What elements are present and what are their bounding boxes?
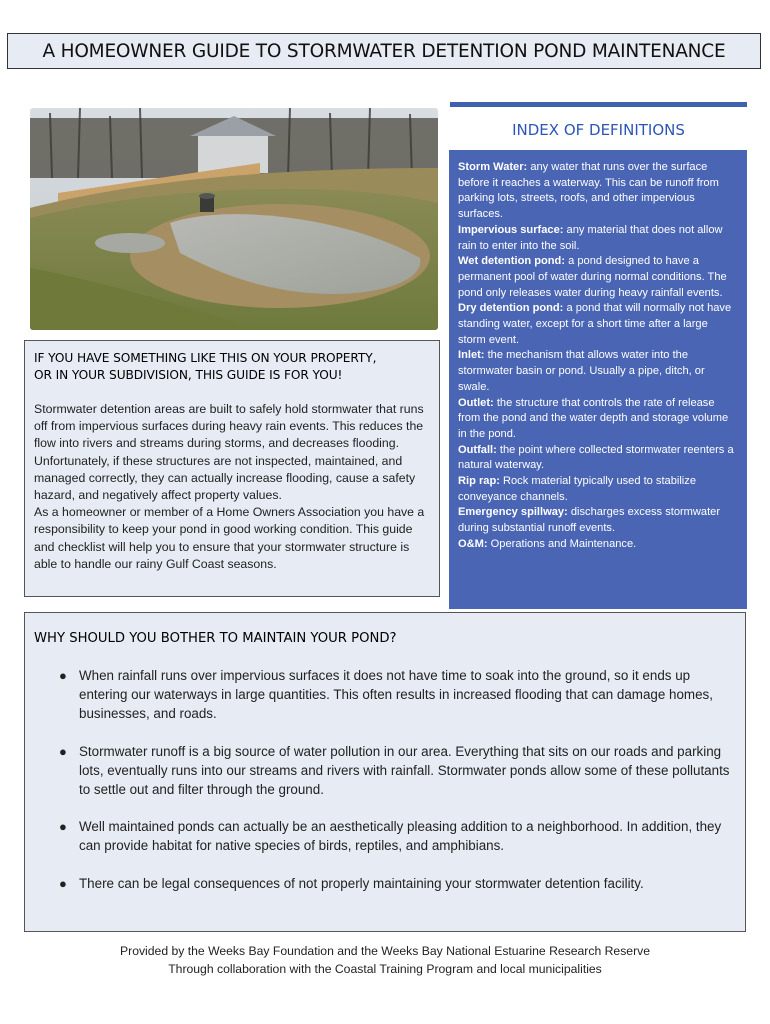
page-title-bar [7,33,761,69]
footer-line-2: Through collaboration with the Coastal Training Program and local municipalities [168,962,602,976]
definitions-top-rule [450,102,747,107]
definitions-box [449,150,747,609]
info-heading [34,350,431,384]
why-heading: WHY SHOULD YOU BOTHER TO MAINTAIN YOUR POND? [34,631,397,646]
page-title: A HOMEOWNER GUIDE TO STORMWATER DETENTION POND MAINTENANCE [42,40,726,62]
definition-item: Rip rap: Rock material typically used to stabilize conveyance channels. [458,475,696,503]
definition-item: Wet detention pond: a pond designed to have a permanent pool of water during normal conditions. The pond only releases water during heavy rainfall events. [458,255,727,299]
definition-item: Dry detention pond: a pond that will normally not have standing water, except for a short time after a large storm event. [458,302,732,346]
definition-item: O&M: Operations and Maintenance. [458,537,637,550]
info-paragraph-2: Unfortunately, if these structures are not inspected, maintained, and managed correctly, they can actually increase flooding, cause a safety hazard, and negatively affect property values. [34,453,416,503]
definition-item: Inlet: the mechanism that allows water into the stormwater basin or pond. Usually a pipe, ditch, or swale. [458,349,705,393]
detention-pond-photo [30,108,438,330]
definition-item: Impervious surface: any material that does not allow rain to enter into the soil. [458,223,723,252]
bullet-icon: ● [59,668,67,683]
definition-item: Outlet: the structure that controls the rate of release from the pond and the water depth and storage volume in the pond. [458,396,729,440]
list-item: ● When rainfall runs over impervious surfaces it does not have time to soak into the ground, so it ends up entering our waterways in large quantities. This often results in increased flooding that can damage homes, businesses, and roads. [59,668,713,722]
bullet-icon: ● [59,819,67,835]
list-item: ● Well maintained ponds can actually be an aesthetically pleasing addition to a neighborhood. In addition, they can provide habitat for native species of birds, reptiles, and amphibians. [59,819,722,854]
info-paragraph-3: As a homeowner or member of a Home Owners Association you have a responsibility to keep your pond in good working condition. This guide and checklist will help you to ensure that your stormwater structure is able to handle our rainy Gulf Coast seasons. [34,505,425,571]
why-list [34,666,733,893]
info-heading-line1: IF YOU HAVE SOMETHING LIKE THIS ON YOUR PROPERTY, [34,351,377,365]
info-paragraph-1: Stormwater detention areas are built to safely hold stormwater that runs off from impervious surfaces during heavy rain events. This reduces the flow into rivers and streams during storms, and decreases flooding. [34,402,424,451]
definition-item: Outfall: the point where collected stormwater reenters a natural waterway. [458,443,734,472]
definition-item: Emergency spillway: discharges excess stormwater during substantial runoff events. [458,506,721,535]
list-item: ● Stormwater runoff is a big source of water pollution in our area. Everything that sits on our roads and parking lots, eventually runs into our streams and rivers with rainfall. Stormwater ponds allow some of these pollutants to settle out and filter through the ground. [59,743,730,798]
why-box [24,612,746,932]
definition-item: Storm Water: any water that runs over the surface before it reaches a waterway. This can be runoff from parking lots, streets, roofs, and other impervious surfaces. [458,161,719,221]
info-box [24,340,440,597]
info-heading-line2: OR IN YOUR SUBDIVISION, THIS GUIDE IS FOR YOU! [34,368,343,382]
definitions-header: INDEX OF DEFINITIONS [512,121,685,139]
list-item: ● There can be legal consequences of not properly maintaining your stormwater detention facility. [34,874,733,893]
footer-line-1: Provided by the Weeks Bay Foundation and the Weeks Bay National Estuarine Research Reserve [120,944,650,958]
bullet-icon: ● [59,875,67,891]
bullet-icon: ● [59,743,67,759]
footer [0,942,770,978]
